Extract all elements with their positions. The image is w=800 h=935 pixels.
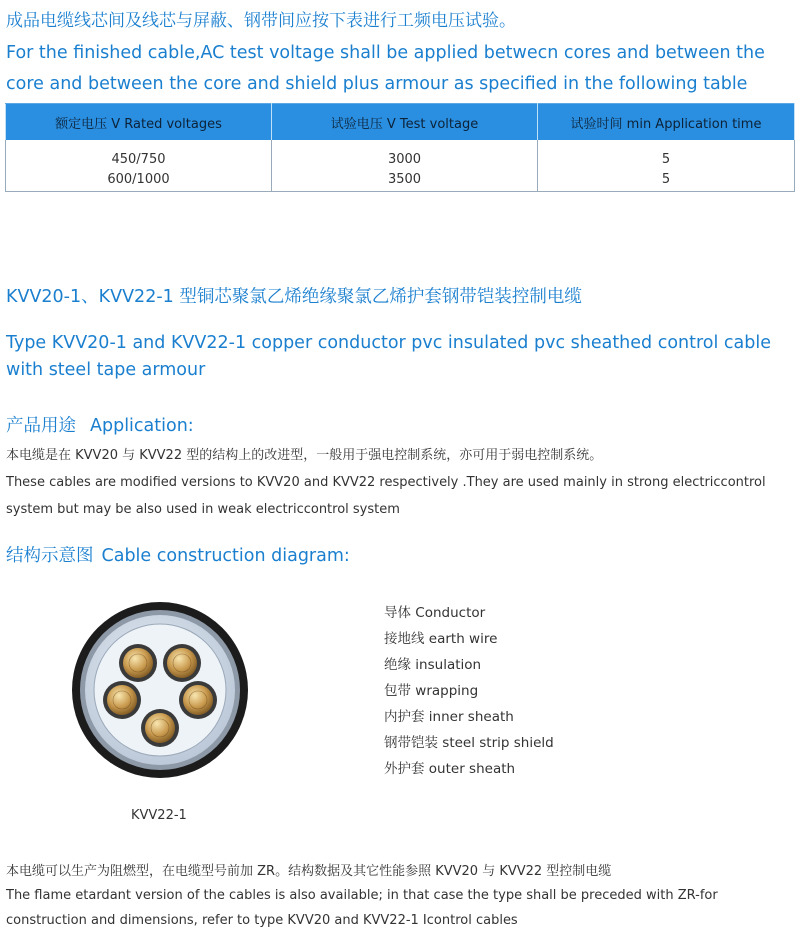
application-heading-en: Application: bbox=[90, 416, 194, 436]
application-heading-zh: 产品用途 bbox=[6, 416, 76, 436]
diagram-heading-en: Cable construction diagram: bbox=[101, 546, 350, 566]
legend-item: 导体 Conductor bbox=[384, 605, 486, 621]
table-cell: 3500 bbox=[387, 172, 422, 187]
legend-item: 内护套 inner sheath bbox=[384, 709, 514, 725]
header-application-time: 试验时间 min Application time bbox=[538, 104, 795, 141]
cable-cross-section bbox=[70, 600, 250, 780]
test-voltage-cell bbox=[272, 140, 538, 192]
application-time-cell bbox=[538, 140, 795, 192]
table-cell: 5 bbox=[661, 172, 671, 187]
table-cell: 450/750 bbox=[111, 152, 166, 167]
application-heading bbox=[6, 412, 194, 437]
table-row bbox=[6, 140, 795, 192]
rated-voltage-cell bbox=[6, 140, 272, 192]
product-title-en: Type KVV20-1 and KVV22-1 copper conductor pvc insulated pvc sheathed control cable with steel tape armour bbox=[6, 333, 772, 380]
header-rated-voltage: 额定电压 V Rated voltages bbox=[6, 104, 272, 141]
header-test-voltage: 试验电压 V Test voltage bbox=[272, 104, 538, 141]
product-title-zh: KVV20-1、KVV22-1 型铜芯聚氯乙烯绝缘聚氯乙烯护套钢带铠装控制电缆 bbox=[6, 287, 582, 307]
application-text-zh: 本电缆是在 KVV20 与 KVV22 型的结构上的改进型，一般用于强电控制系统，亦可用于弱电控制系统。 bbox=[6, 448, 603, 463]
cable-caption: KVV22-1 bbox=[131, 808, 187, 823]
table-cell: 600/1000 bbox=[107, 172, 170, 187]
diagram-heading bbox=[6, 542, 350, 567]
table-cell: 3000 bbox=[387, 152, 422, 167]
legend-item: 绝缘 insulation bbox=[384, 657, 482, 673]
legend-item: 钢带铠装 steel strip shield bbox=[384, 735, 554, 751]
intro-text-en: For the finished cable,AC test voltage shall be applied betwecn cores and between the core and between the core and shield plus armour as specified in the following table bbox=[6, 43, 765, 94]
flame-retardant-note-zh: 本电缆可以生产为阻燃型，在电缆型号前加 ZR。结构数据及其它性能参照 KVV20 与 KVV22 型控制电缆 bbox=[6, 864, 612, 879]
diagram-heading-zh: 结构示意图 bbox=[6, 546, 94, 566]
legend-item: 接地线 earth wire bbox=[384, 631, 498, 647]
table-cell: 5 bbox=[661, 152, 671, 167]
application-text-en: These cables are modified versions to KVV20 and KVV22 respectively .They are used mainly in strong electriccontrol system but may be also used in weak electriccontrol system bbox=[6, 475, 766, 517]
intro-text-zh: 成品电缆线芯间及线芯与屏蔽、钢带间应按下表进行工频电压试验。 bbox=[6, 11, 516, 31]
legend-item: 包带 wrapping bbox=[384, 683, 479, 699]
test-voltage-table bbox=[5, 103, 795, 192]
flame-retardant-note-en: The flame etardant version of the cables is also available; in that case the type shall be preceded with ZR-for construction and dimensions, refer to type KVV20 and KVV22-1 Icontrol cables bbox=[6, 888, 718, 928]
legend-item: 外护套 outer sheath bbox=[384, 761, 516, 777]
construction-legend bbox=[384, 600, 554, 782]
table-header-row bbox=[6, 104, 795, 141]
